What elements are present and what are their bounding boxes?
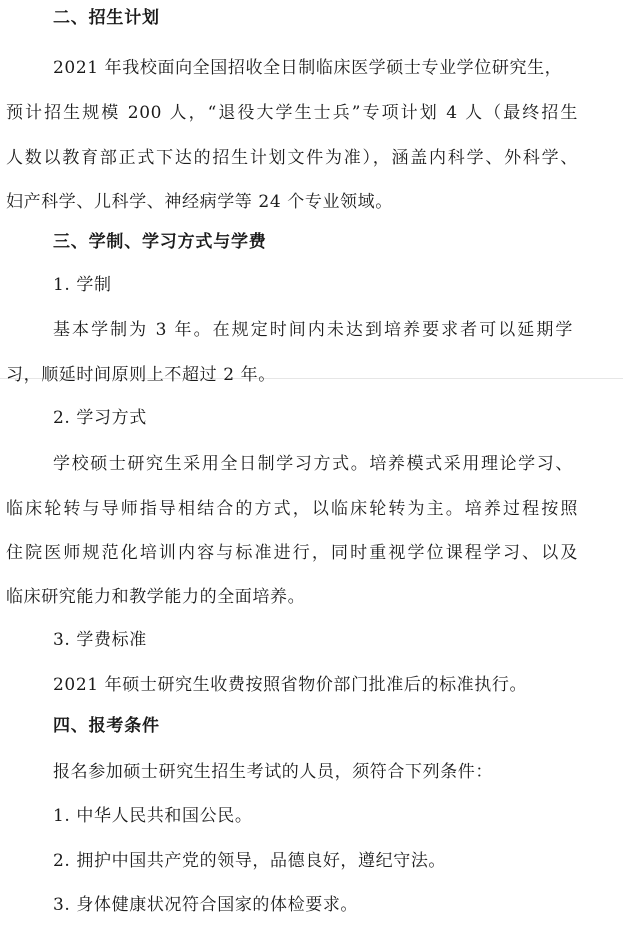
paragraph-line: 住院医师规范化培训内容与标准进行，同时重视学位课程学习、以及 [6, 543, 578, 563]
paragraph-line: 妇产科学、儿科学、神经病学等 24 个专业领域。 [6, 192, 393, 212]
paragraph-line: 2021 年我校面向全国招收全日制临床医学硕士专业学位研究生， [53, 58, 563, 78]
section-heading-eligibility: 四、报考条件 [53, 716, 160, 736]
eligibility-item: 1. 中华人民共和国公民。 [53, 806, 253, 826]
paragraph-line: 临床研究能力和教学能力的全面培养。 [6, 587, 306, 607]
section-heading-enrollment-plan: 二、招生计划 [53, 8, 160, 28]
paragraph-line: 预计招生规模 200 人，“退役大学生士兵”专项计划 4 人（最终招生 [6, 103, 578, 123]
paragraph-line: 习，顺延时间原则上不超过 2 年。 [6, 365, 276, 385]
paragraph-line: 学校硕士研究生采用全日制学习方式。培养模式采用理论学习、 [53, 454, 573, 474]
section-heading-schooling-study-fees: 三、学制、学习方式与学费 [53, 232, 267, 252]
eligibility-item: 3. 身体健康状况符合国家的体检要求。 [53, 895, 359, 915]
eligibility-intro: 报名参加硕士研究生招生考试的人员，须符合下列条件： [53, 762, 493, 782]
paragraph-line: 2021 年硕士研究生收费按照省物价部门批准后的标准执行。 [53, 675, 528, 695]
subsection-title-duration: 1. 学制 [53, 275, 112, 295]
eligibility-item: 2. 拥护中国共产党的领导，品德良好，遵纪守法。 [53, 851, 447, 871]
paragraph-line: 人数以教育部正式下达的招生计划文件为准），涵盖内科学、外科学、 [6, 148, 578, 168]
subsection-title-study-mode: 2. 学习方式 [53, 408, 147, 428]
subsection-title-tuition: 3. 学费标准 [53, 630, 147, 650]
paragraph-line: 临床轮转与导师指导相结合的方式，以临床轮转为主。培养过程按照 [6, 499, 578, 519]
paragraph-line: 基本学制为 3 年。在规定时间内未达到培养要求者可以延期学 [53, 320, 573, 340]
